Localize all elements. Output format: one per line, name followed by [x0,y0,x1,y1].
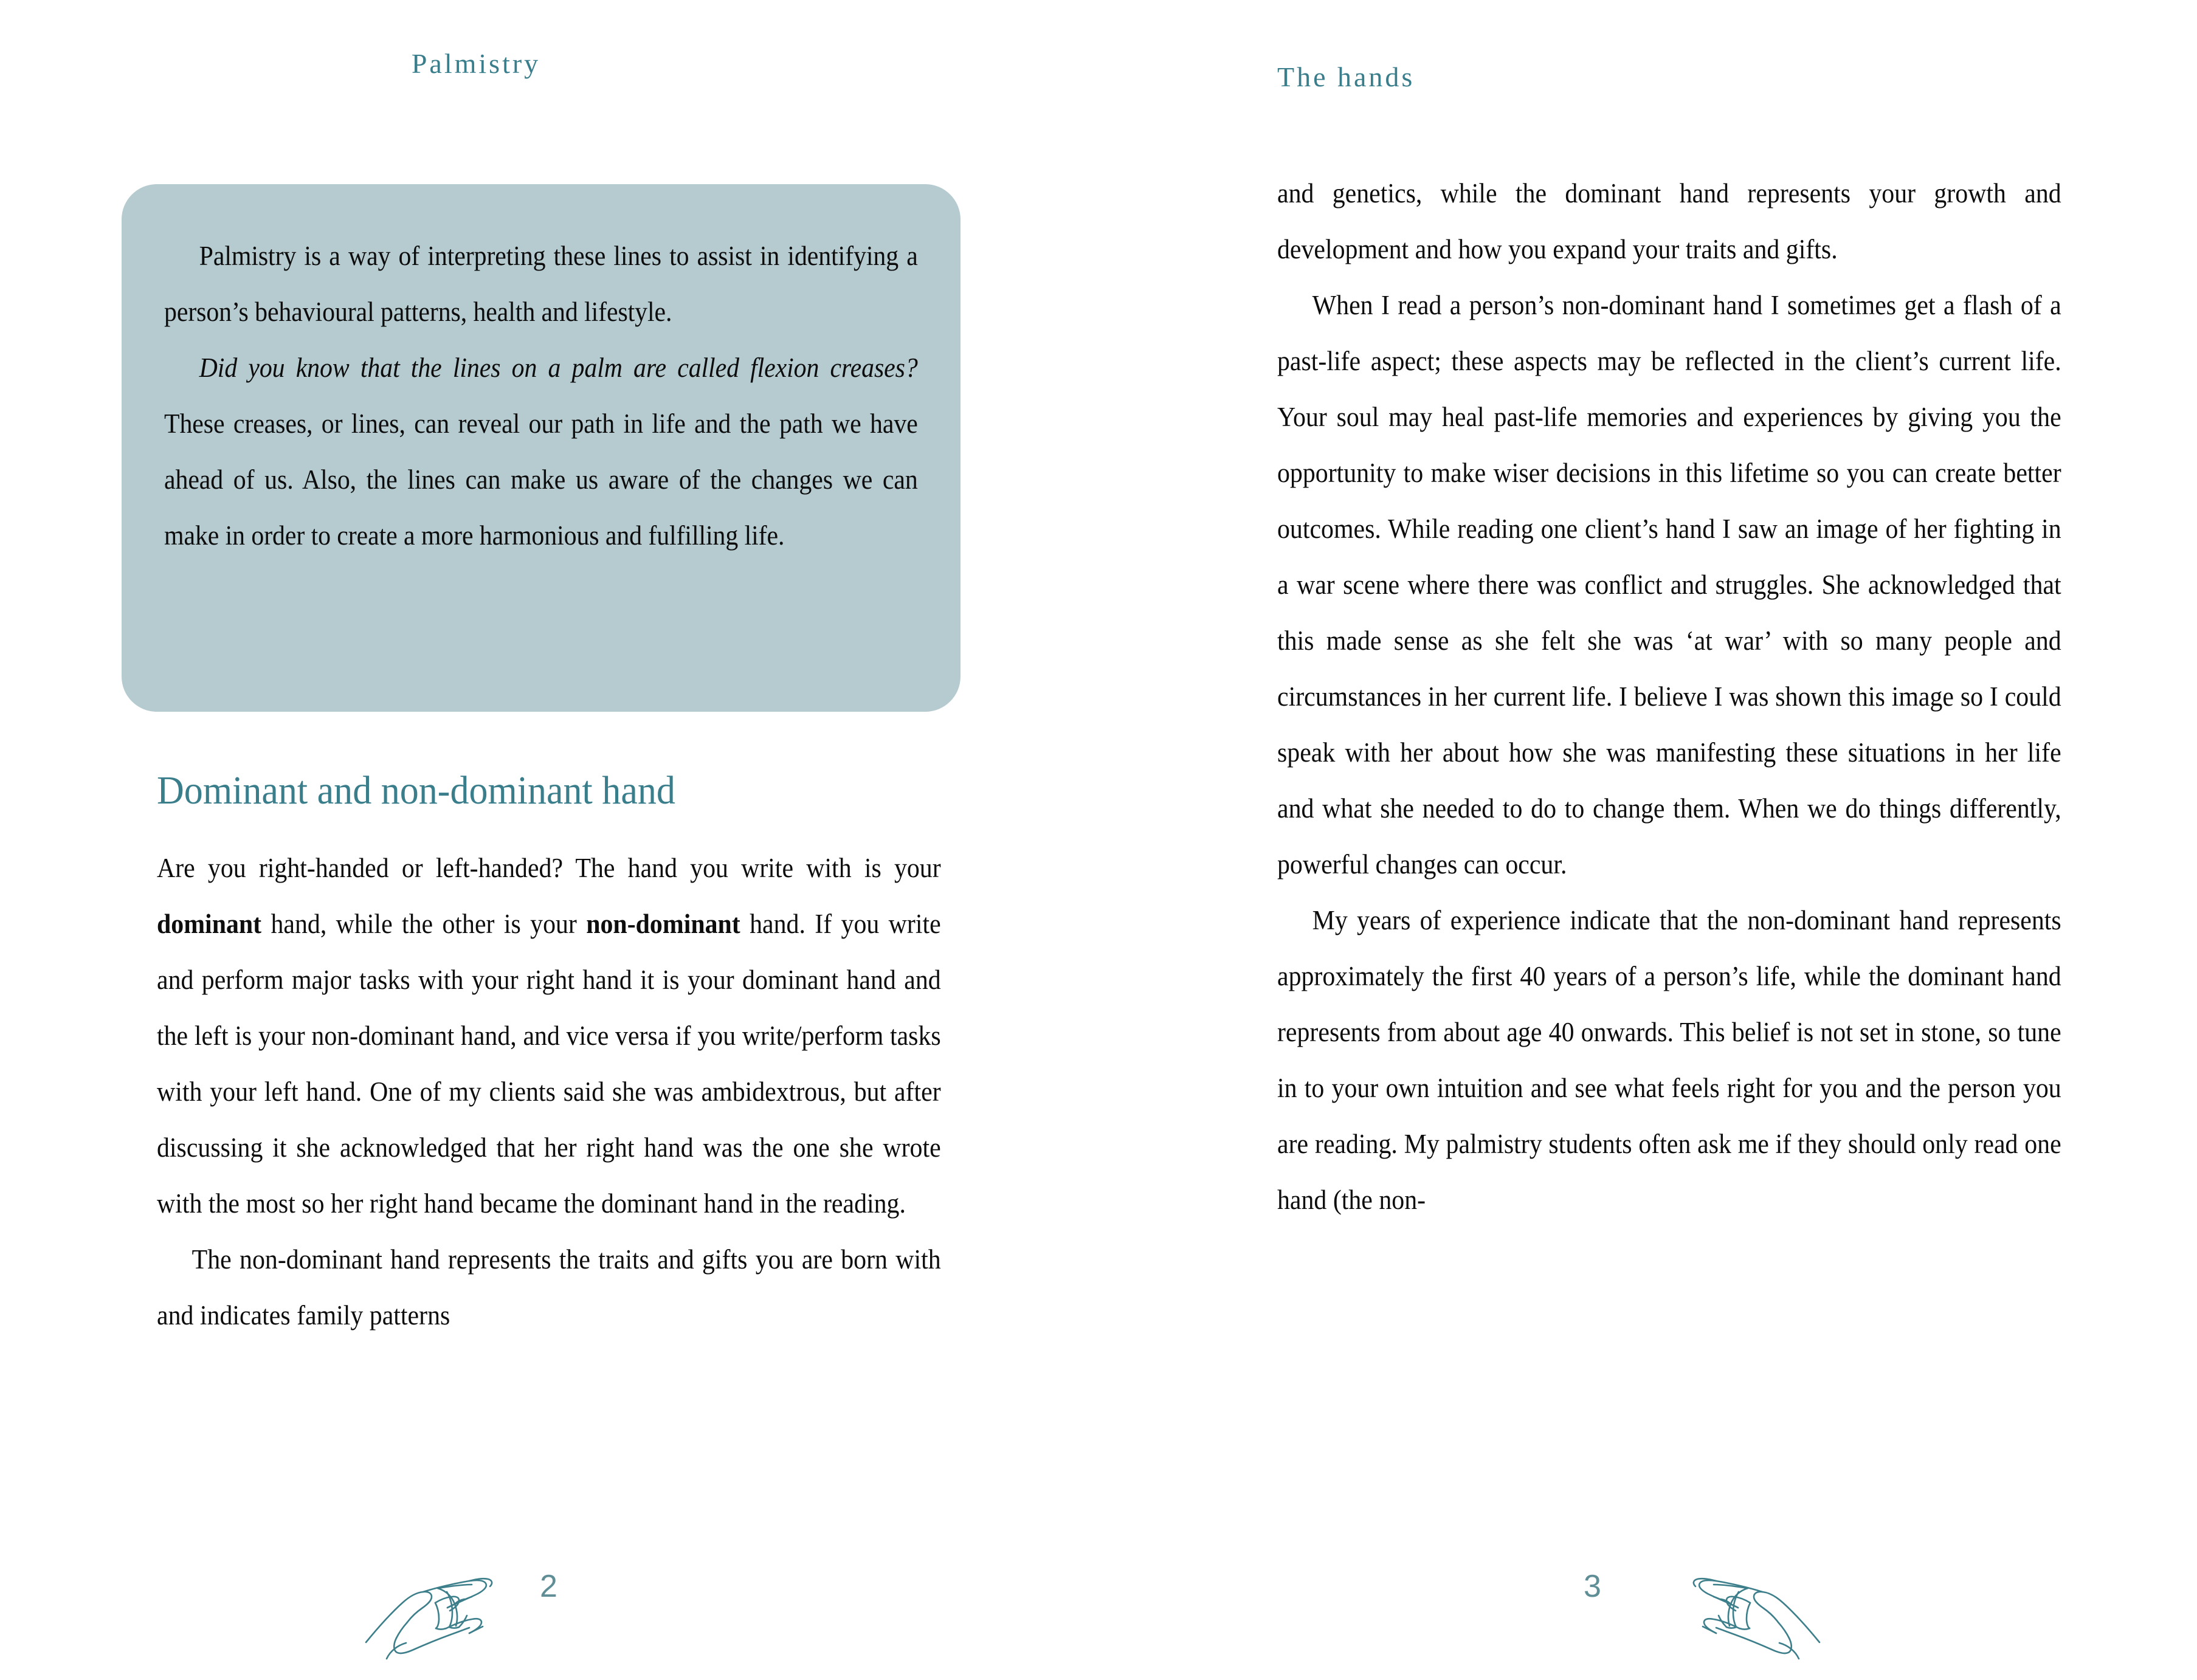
verso-p1-c: hand. If you write and perform major tasks with your right hand it is your dominant hand and the left is your non-dominant hand, and vice versa if you write/perform tasks with your left hand. One of my clients said she was ambidextrous, but after discussing it she acknowledged that her right hand was the one she wrote with the most so her right hand became the dominant hand in the reading. [157,909,941,1219]
running-head-verso: Palmistry [411,48,541,79]
callout-paragraph-1: Palmistry is a way of interpreting these lines to assist in identifying a person’s behavioural patterns, health and lifestyle. [164,241,918,327]
verso-text-column [157,840,941,1343]
recto-paragraph-1: and genetics, while the dominant hand represents your growth and development and how you expand your traits and gifts. [1277,178,2061,264]
section-heading: Dominant and non-dominant hand [157,768,675,813]
page-number-recto: 3 [1584,1569,1601,1604]
verso-paragraph-1 [157,840,941,1231]
verso-page [0,0,1098,1680]
callout-italic-lead: Did you know that the lines on a palm are called flexion creases? [199,353,918,383]
recto-text-column [1277,165,2061,1228]
verso-paragraph-2: The non-dominant hand represents the traits and gifts you are born with and indicates family patterns [157,1244,941,1331]
running-head-recto: The hands [1277,61,1415,92]
verso-p1-bold-dominant: dominant [157,909,262,939]
page-number-verso: 2 [540,1569,557,1604]
callout-paragraph-2 [164,340,918,563]
verso-p1-a: Are you right-handed or left-handed? The hand you write with is your [157,853,941,883]
verso-footer [0,1522,1098,1680]
verso-p1-b: hand, while the other is your [261,909,587,939]
verso-p1-bold-non-dominant: non-dominant [586,909,740,939]
callout-paragraph-2-rest: These creases, or lines, can reveal our path in life and the path we have ahead of us. Also, the lines can make us aware of the changes we can make in order to create a more harmonious and fulfilling life. [164,408,918,551]
callout-box [122,184,961,712]
recto-paragraph-3: My years of experience indicate that the non-dominant hand represents approximately the first 40 years of a person’s life, while the dominant hand represents from about age 40 onwards. This belief is not set in stone, so tune in to your own intuition and see what feels right for you and the person you are reading. My palmistry students often ask me if they should only read one hand (the non- [1277,905,2061,1215]
recto-footer [1098,1522,2197,1680]
recto-paragraph-2: When I read a person’s non-dominant hand I sometimes get a flash of a past-life aspect; these aspects may be reflected in the client’s current life. Your soul may heal past-life memories and experiences by giving you the opportunity to make wiser decisions in this lifetime so you can create better outcomes. While reading one client’s hand I saw an image of her fighting in a war scene where there was conflict and struggles. She acknowledged that this made sense as she felt she was ‘at war’ with so many people and circumstances in her current life. I believe I was shown this image so I could speak with her about how she was manifesting these situations in her life and what she needed to do to change them. When we do things differently, powerful changes can occur. [1277,290,2061,880]
recto-page [1098,0,2197,1680]
hand-icon-recto [1638,1568,1821,1674]
hand-icon-verso [365,1568,547,1674]
